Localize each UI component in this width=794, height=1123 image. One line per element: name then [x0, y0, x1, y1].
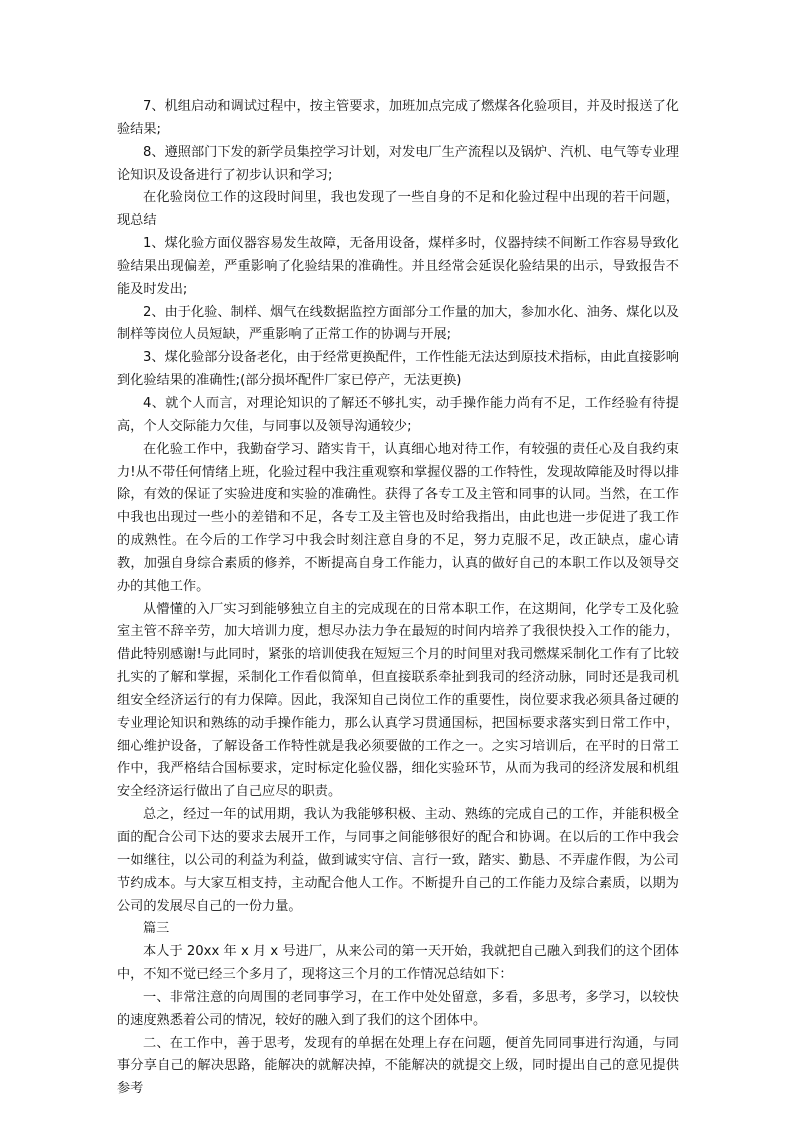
paragraph-part-three-point-1: 一、非常注意的向周围的老同事学习，在工作中处处留意，多看，多思考，多学习，以较快的速度熟悉着公司的情况，较好的融入到了我们的这个团体中。: [117, 989, 679, 1028]
paragraph-conclusion: 总之，经过一年的试用期，我认为我能够积极、主动、熟练的完成自己的工作，并能积极全面的配合公司下达的要求去展开工作，与同事之间能够很好的配合和协调。在以后的工作中我会一如继往，以公司的利益为利益，做到诚实守信、言行一致，踏实、勤恳、不弄虚作假，为公司节约成本。与大家互相支持，主动配合他人工作。不断提升自己的工作能力及综合素质，以期为公司的发展尽自己的一份力量。: [117, 807, 679, 914]
paragraph-part-three-intro: 本人于 20xx 年 x 月 x 号进厂，从来公司的第一天开始，我就把自己融入到我们的这个团体中，不知不觉已经三个多月了，现将这三个月的工作情况总结如下：: [117, 944, 679, 983]
paragraph-item-8: 8、遵照部门下发的新学员集控学习计划，对发电厂生产流程以及锅炉、汽机、电气等专业理论知识及设备进行了初步认识和学习;: [117, 144, 679, 183]
paragraph-training: 从懵懂的入厂实习到能够独立自主的完成现在的日常本职工作，在这期间，化学专工及化验室主管不辞辛劳，加大培训力度，想尽办法力争在最短的时间内培养了我很快投入工作的能力，借此特别感谢!与此同时，紧张的培训使我在短短三个月的时间里对我司燃煤采制化工作有了比较扎实的了解和掌握，采制化工作看似简单，但直接联系牵扯到我司的经济动脉，同时还是我司机组安全经济运行的有力保障。因此，我深知自己岗位工作的重要性，岗位要求我必须具备过硬的专业理论知识和熟练的动手操作能力，那么认真学习贯通国标，把国标要求落实到日常工作中，细心维护设备，了解设备工作特性就是我必须要做的工作之一。之实习培训后，在平时的日常工作中，我严格结合国标要求，定时标定化验仪器，细化实验环节，从而为我司的经济发展和机组安全经济运行做出了自己应尽的职责。: [117, 601, 679, 800]
paragraph-part-three-point-2: 二、在工作中，善于思考，发现有的单据在处理上存在问题，便首先同同事进行沟通，与同事分享自己的解决思路，能解决的就解决掉，不能解决的就提交上级，同时提出自己的意见提供参考: [117, 1035, 679, 1097]
paragraph-item-7: 7、机组启动和调试过程中，按主管要求，加班加点完成了燃煤各化验项目，并及时报送了化验结果;: [117, 99, 679, 137]
paragraph-problem-3: 3、煤化验部分设备老化，由于经常更换配件，工作性能无法达到原技术指标，由此直接影响到化验结果的准确性;(部分损坏配件厂家已停产，无法更换): [117, 350, 679, 389]
paragraph-problem-2: 2、由于化验、制样、烟气在线数据监控方面部分工作量的加大，参加水化、油务、煤化以及制样等岗位人员短缺，严重影响了正常工作的协调与开展;: [117, 304, 679, 343]
paragraph-problems-intro: 在化验岗位工作的这段时间里，我也发现了一些自身的不足和化验过程中出现的若干问题，现总结: [117, 190, 679, 229]
section-heading-part-three: 篇三: [143, 921, 170, 937]
paragraph-work-attitude: 在化验工作中，我勤奋学习、踏实肯干，认真细心地对待工作，有较强的责任心及自我约束力!从不带任何情绪上班，化验过程中我注重观察和掌握仪器的工作特性，发现故障能及时得以排除，有效的保证了实验进度和实验的准确性。获得了各专工及主管和同事的认同。当然，在工作中我也出现过一些小的差错和不足，各专工及主管也及时给我指出，由此也进一步促进了我工作的成熟性。在今后的工作学习中我会时刻注意自身的不足，努力克服不足，改正缺点，虚心请教，加强自身综合素质的修养，不断提高自身工作能力，认真的做好自己的本职工作以及领导交办的其他工作。: [117, 441, 679, 594]
paragraph-problem-4: 4、就个人而言，对理论知识的了解还不够扎实，动手操作能力尚有不足，工作经验有待提高，个人交际能力欠佳，与同事以及领导沟通较少;: [117, 395, 679, 434]
paragraph-problem-1: 1、煤化验方面仪器容易发生故障，无备用设备，煤样多时，仪器持续不间断工作容易导致化验结果出现偏差，严重影响了化验结果的准确性。并且经常会延误化验结果的出示，导致报告不能及时发出;: [117, 236, 679, 297]
document-body: [117, 96, 679, 1101]
